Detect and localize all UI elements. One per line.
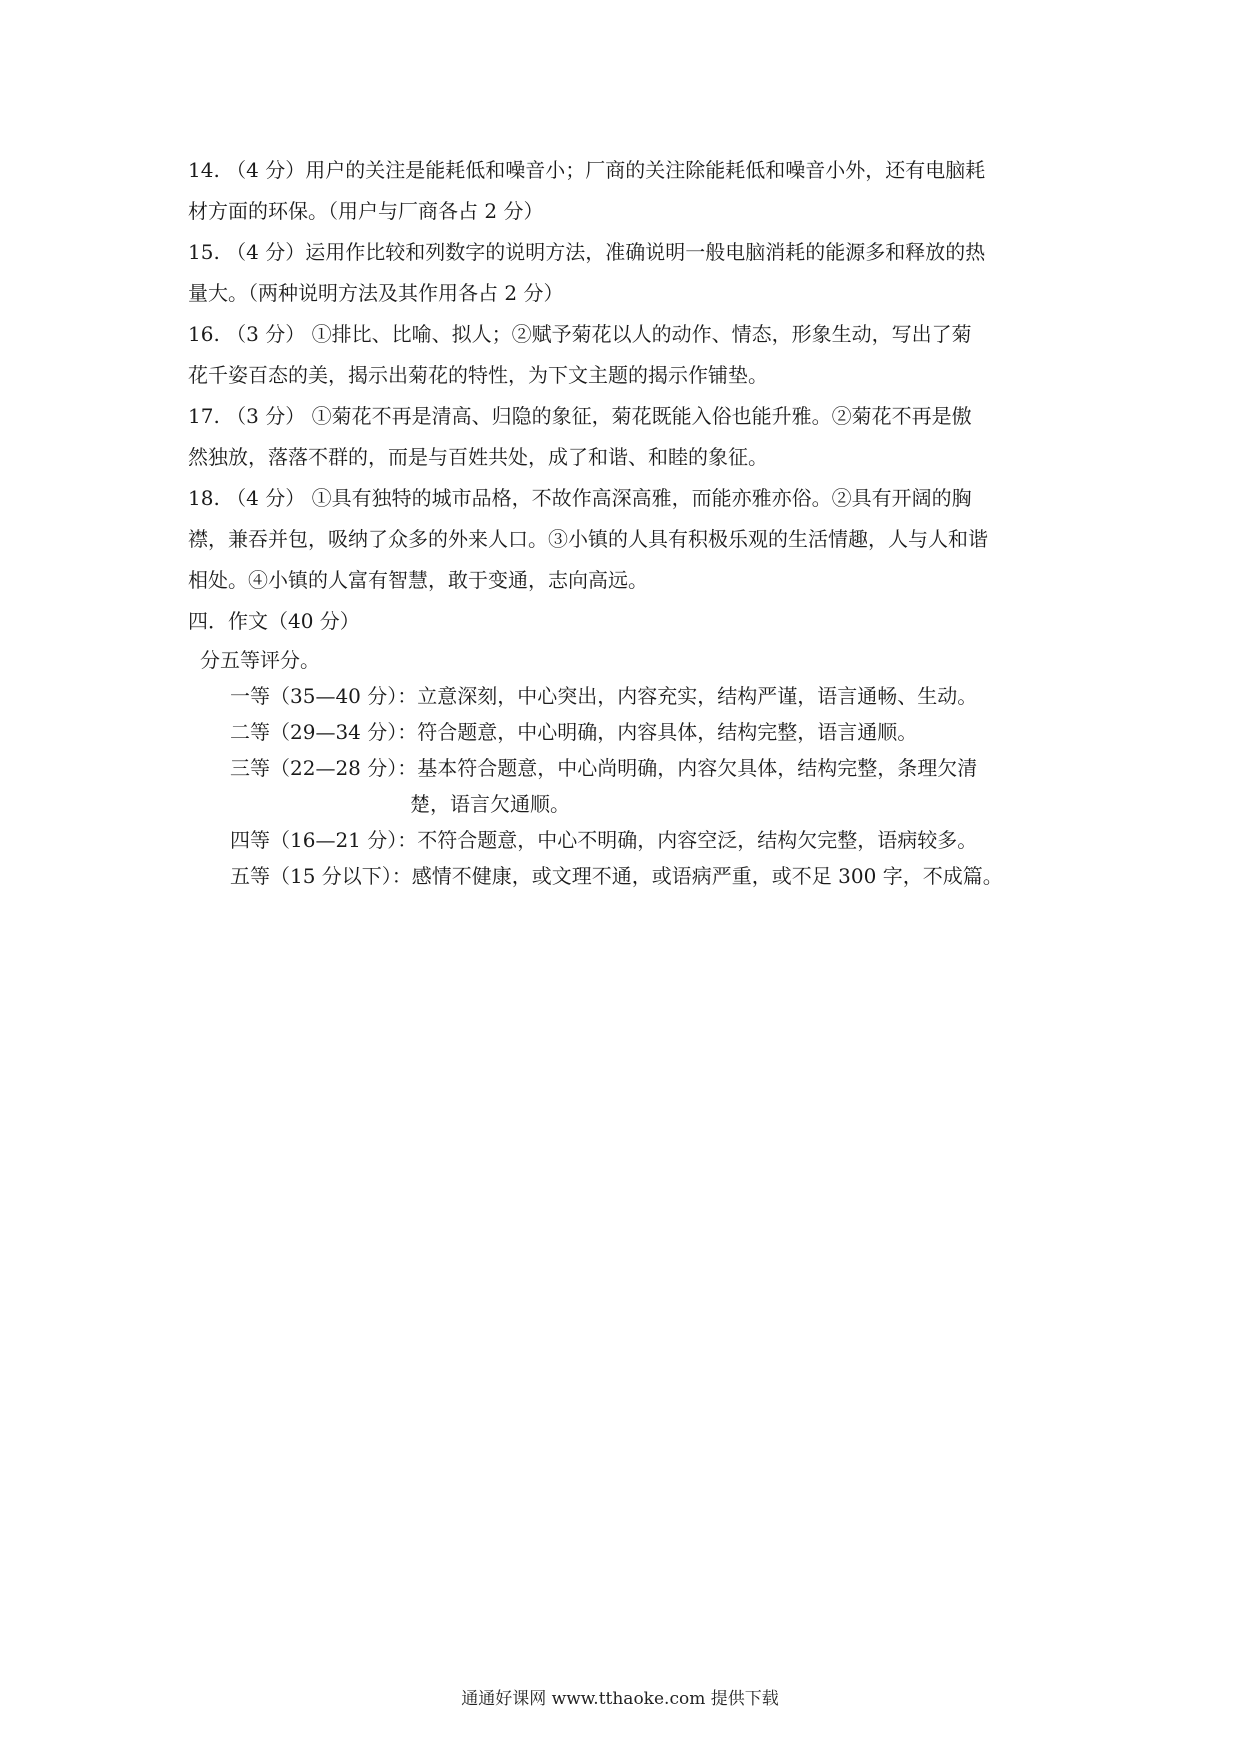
grade-item-3-text: 三等（22—28 分）：基本符合题意，中心尚明确，内容欠具体，结构完整，条理欠清 bbox=[230, 756, 978, 780]
answer-14-line-2: 材方面的环保。（用户与厂商各占 2 分） bbox=[188, 199, 544, 223]
grade-item-2-text: 二等（29—34 分）：符合题意，中心明确，内容具体，结构完整，语言通顺。 bbox=[230, 720, 918, 744]
answer-15 bbox=[188, 232, 1068, 314]
grade-item-2 bbox=[188, 714, 1068, 750]
answer-15-line-1: 15. （4 分）运用作比较和列数字的说明方法，准确说明一般电脑消耗的能源多和释放的热 bbox=[188, 240, 986, 264]
answer-15-line-2: 量大。（两种说明方法及其作用各占 2 分） bbox=[188, 281, 564, 305]
answer-18-line-2: 襟，兼吞并包，吸纳了众多的外来人口。③小镇的人具有积极乐观的生活情趣，人与人和谐 bbox=[188, 527, 988, 551]
grade-item-3-continuation: 楚，语言欠通顺。 bbox=[410, 792, 570, 816]
answer-17-line-1: 17. （3 分） ①菊花不再是清高、归隐的象征，菊花既能入俗也能升雅。②菊花不再是傲 bbox=[188, 404, 972, 428]
answer-17 bbox=[188, 396, 1068, 478]
answer-16-line-1: 16. （3 分） ①排比、比喻、拟人；②赋予菊花以人的动作、情态，形象生动，写出了菊 bbox=[188, 322, 972, 346]
grade-item-1 bbox=[188, 678, 1068, 714]
answer-17-line-2: 然独放，落落不群的，而是与百姓共处，成了和谐、和睦的象征。 bbox=[188, 445, 768, 469]
page-footer bbox=[0, 1684, 1240, 1709]
answer-14 bbox=[188, 150, 1068, 232]
answer-18 bbox=[188, 478, 1068, 601]
answer-16-line-2: 花千姿百态的美，揭示出菊花的特性，为下文主题的揭示作铺垫。 bbox=[188, 363, 768, 387]
section-title-composition: 四．作文（40 分） bbox=[188, 609, 360, 633]
grade-item-4-text: 四等（16—21 分）：不符合题意，中心不明确，内容空泛，结构欠完整，语病较多。 bbox=[230, 828, 978, 852]
answer-18-line-3: 相处。④小镇的人富有智慧，敢于变通，志向高远。 bbox=[188, 568, 648, 592]
answer-key-content bbox=[188, 150, 1068, 894]
grade-item-4 bbox=[188, 822, 1068, 858]
grade-item-3 bbox=[188, 750, 1068, 822]
answer-18-line-1: 18. （4 分） ①具有独特的城市品格，不故作高深高雅，而能亦雅亦俗。②具有开阔的胸 bbox=[188, 486, 972, 510]
answer-14-line-1: 14. （4 分）用户的关注是能耗低和噪音小；厂商的关注除能耗低和噪音小外，还有电脑耗 bbox=[188, 158, 986, 182]
grade-item-5-text: 五等（15 分以下）：感情不健康，或文理不通，或语病严重，或不足 300 字，不成篇。 bbox=[230, 864, 1003, 888]
grade-item-5 bbox=[188, 858, 1068, 894]
answer-16 bbox=[188, 314, 1068, 396]
grading-intro: 分五等评分。 bbox=[200, 648, 320, 672]
footer-text: 通通好课网 www.tthaoke.com 提供下载 bbox=[461, 1689, 779, 1709]
grade-item-1-text: 一等（35—40 分）：立意深刻，中心突出，内容充实，结构严谨，语言通畅、生动。 bbox=[230, 684, 978, 708]
